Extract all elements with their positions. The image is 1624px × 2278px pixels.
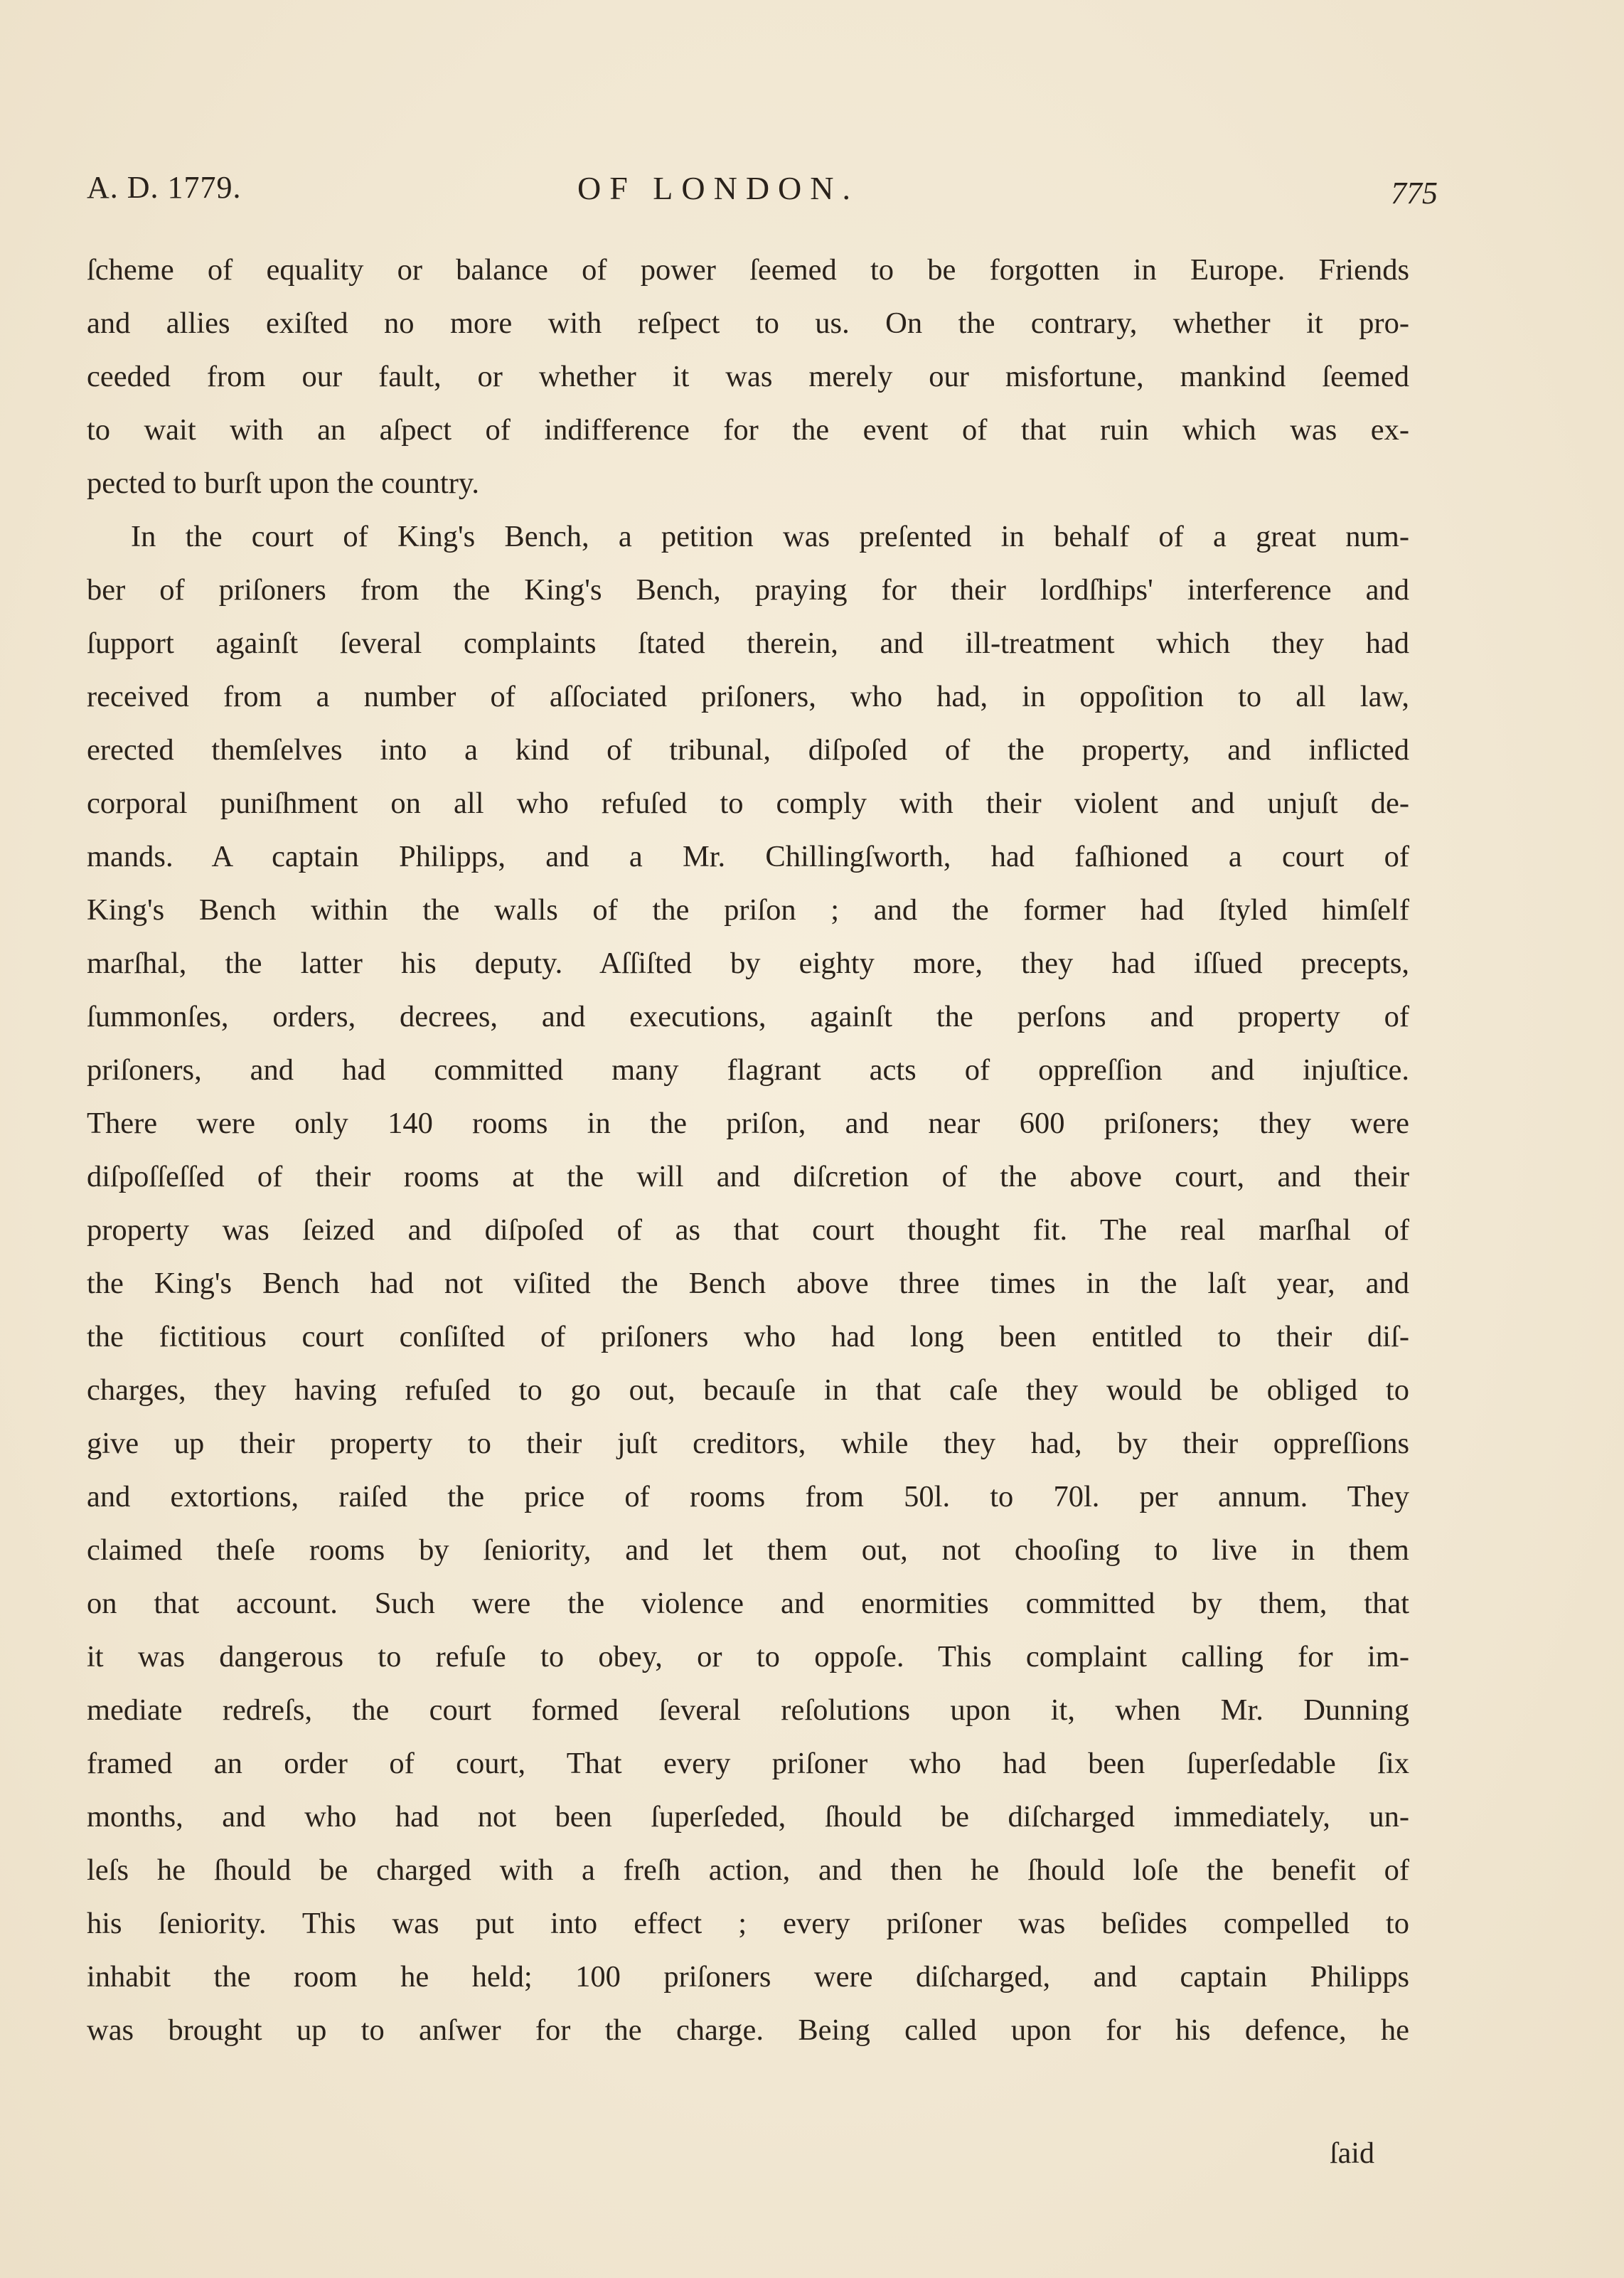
text-line: corporal puniſhment on all who refuſed to comply with their violent and unjuſt de-: [87, 787, 1409, 820]
text-line: and extortions, raiſed the price of rooms from 50l. to 70l. per annum. They: [87, 1480, 1409, 1513]
text-line: ber of priſoners from the King's Bench, praying for their lordſhips' interference and: [87, 573, 1409, 607]
text-line: inhabit the room he held; 100 priſoners were diſcharged, and captain Philipps: [87, 1960, 1409, 1994]
text-line: ſcheme of equality or balance of power ſeemed to be forgotten in Europe. Friends: [87, 253, 1409, 287]
text-line: pected to burſt upon the country.: [87, 467, 479, 500]
text-line: charges, they having refuſed to go out, becauſe in that caſe they would be obliged to: [87, 1373, 1409, 1407]
text-line: received from a number of aſſociated priſoners, who had, in oppoſition to all law,: [87, 680, 1409, 713]
text-line: property was ſeized and diſpoſed of as that court thought fit. The real marſhal of: [87, 1213, 1409, 1247]
text-line: to wait with an aſpect of indifference for the event of that ruin which was ex-: [87, 413, 1409, 447]
text-line: was brought up to anſwer for the charge. Being called upon for his defence, he: [87, 2013, 1409, 2047]
header-title: OF LONDON.: [577, 170, 859, 206]
text-line: King's Bench within the walls of the priſon ; and the former had ſtyled himſelf: [87, 893, 1409, 927]
text-line: it was dangerous to refuſe to obey, or to oppoſe. This complaint calling for im-: [87, 1640, 1409, 1673]
header-year: A. D. 1779.: [87, 170, 242, 205]
text-line: ſummonſes, orders, decrees, and executions, againſt the perſons and property of: [87, 1000, 1409, 1033]
text-line: months, and who had not been ſuperſeded, ſhould be diſcharged immediately, un-: [87, 1800, 1409, 1833]
text-line: priſoners, and had committed many flagrant acts of oppreſſion and injuſtice.: [87, 1053, 1409, 1087]
text-line: claimed theſe rooms by ſeniority, and let them out, not chooſing to live in them: [87, 1533, 1409, 1567]
text-line: on that account. Such were the violence and enormities committed by them, that: [87, 1587, 1409, 1620]
text-line: diſpoſſeſſed of their rooms at the will and diſcretion of the above court, and their: [87, 1160, 1409, 1193]
text-line: the fictitious court conſiſted of priſoners who had long been entitled to their diſ-: [87, 1320, 1409, 1353]
text-line: mediate redreſs, the court formed ſeveral reſolutions upon it, when Mr. Dunning: [87, 1693, 1409, 1727]
text-line: ceeded from our fault, or whether it was merely our misfortune, mankind ſeemed: [87, 360, 1409, 393]
text-line: his ſeniority. This was put into effect ; every priſoner was beſides compelled to: [87, 1907, 1409, 1940]
text-line: ſupport againſt ſeveral complaints ſtated therein, and ill-treatment which they had: [87, 627, 1409, 660]
body-text: [87, 243, 1409, 2057]
page-number: 775: [1391, 176, 1438, 211]
text-line: give up their property to their juſt creditors, while they had, by their oppreſſions: [87, 1427, 1409, 1460]
text-line: and allies exiſted no more with reſpect to us. On the contrary, whether it pro-: [87, 307, 1409, 340]
text-line: erected themſelves into a kind of tribunal, diſpoſed of the property, and inflicted: [87, 733, 1409, 767]
catchword: ſaid: [1330, 2137, 1374, 2170]
text-line: the King's Bench had not viſited the Bench above three times in the laſt year, and: [87, 1267, 1409, 1300]
text-line: marſhal, the latter his deputy. Aſſiſted by eighty more, they had iſſued precepts,: [87, 947, 1409, 980]
running-header: [87, 169, 1438, 219]
text-line: mands. A captain Philipps, and a Mr. Chillingſworth, had faſhioned a court of: [87, 840, 1409, 873]
text-line: In the court of King's Bench, a petition was preſented in behalf of a great num-: [131, 520, 1409, 553]
text-line: framed an order of court, That every priſoner who had been ſuperſedable ſix: [87, 1747, 1409, 1780]
text-line: leſs he ſhould be charged with a freſh action, and then he ſhould loſe the benefit of: [87, 1853, 1409, 1887]
text-line: There were only 140 rooms in the priſon, and near 600 priſoners; they were: [87, 1107, 1409, 1140]
